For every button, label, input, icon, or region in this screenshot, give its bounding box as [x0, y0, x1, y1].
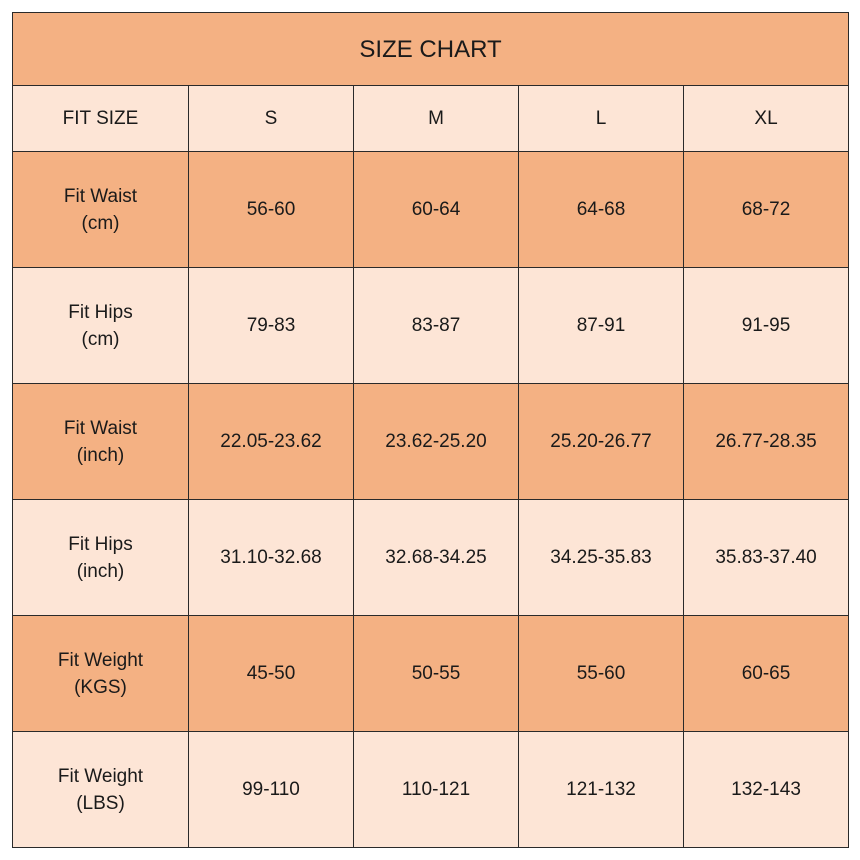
- table-cell: 60-64: [354, 152, 519, 268]
- table-cell: 87-91: [519, 268, 684, 384]
- row-label: Fit Hips (inch): [13, 500, 189, 616]
- row-label: Fit Waist (inch): [13, 384, 189, 500]
- table-row-fit-weight-kgs: [13, 616, 849, 732]
- table-cell: 50-55: [354, 616, 519, 732]
- table-cell: 60-65: [684, 616, 849, 732]
- row-label: Fit Weight (KGS): [13, 616, 189, 732]
- title-row: [13, 13, 849, 86]
- table-cell: 99-110: [189, 732, 354, 848]
- table-cell: 32.68-34.25: [354, 500, 519, 616]
- header-cell-xl: XL: [684, 86, 849, 152]
- table-cell: 31.10-32.68: [189, 500, 354, 616]
- table-cell: 23.62-25.20: [354, 384, 519, 500]
- table-cell: 132-143: [684, 732, 849, 848]
- table-cell: 25.20-26.77: [519, 384, 684, 500]
- table-cell: 68-72: [684, 152, 849, 268]
- table-cell: 79-83: [189, 268, 354, 384]
- table-cell: 64-68: [519, 152, 684, 268]
- table-cell: 45-50: [189, 616, 354, 732]
- table-cell: 56-60: [189, 152, 354, 268]
- table-cell: 34.25-35.83: [519, 500, 684, 616]
- header-cell-fit-size: FIT SIZE: [13, 86, 189, 152]
- row-label: Fit Hips (cm): [13, 268, 189, 384]
- table-cell: 110-121: [354, 732, 519, 848]
- table-row-fit-waist-inch: [13, 384, 849, 500]
- table-row-fit-weight-lbs: [13, 732, 849, 848]
- table-cell: 83-87: [354, 268, 519, 384]
- header-row: [13, 86, 849, 152]
- header-cell-m: M: [354, 86, 519, 152]
- row-label: Fit Weight (LBS): [13, 732, 189, 848]
- table-row-fit-hips-inch: [13, 500, 849, 616]
- row-label: Fit Waist (cm): [13, 152, 189, 268]
- table-cell: 121-132: [519, 732, 684, 848]
- chart-title: SIZE CHART: [13, 13, 849, 86]
- table-row-fit-waist-cm: [13, 152, 849, 268]
- table-cell: 26.77-28.35: [684, 384, 849, 500]
- header-cell-l: L: [519, 86, 684, 152]
- table-cell: 91-95: [684, 268, 849, 384]
- header-cell-s: S: [189, 86, 354, 152]
- table-cell: 55-60: [519, 616, 684, 732]
- table-cell: 35.83-37.40: [684, 500, 849, 616]
- table-cell: 22.05-23.62: [189, 384, 354, 500]
- size-chart-table: [12, 12, 849, 848]
- table-row-fit-hips-cm: [13, 268, 849, 384]
